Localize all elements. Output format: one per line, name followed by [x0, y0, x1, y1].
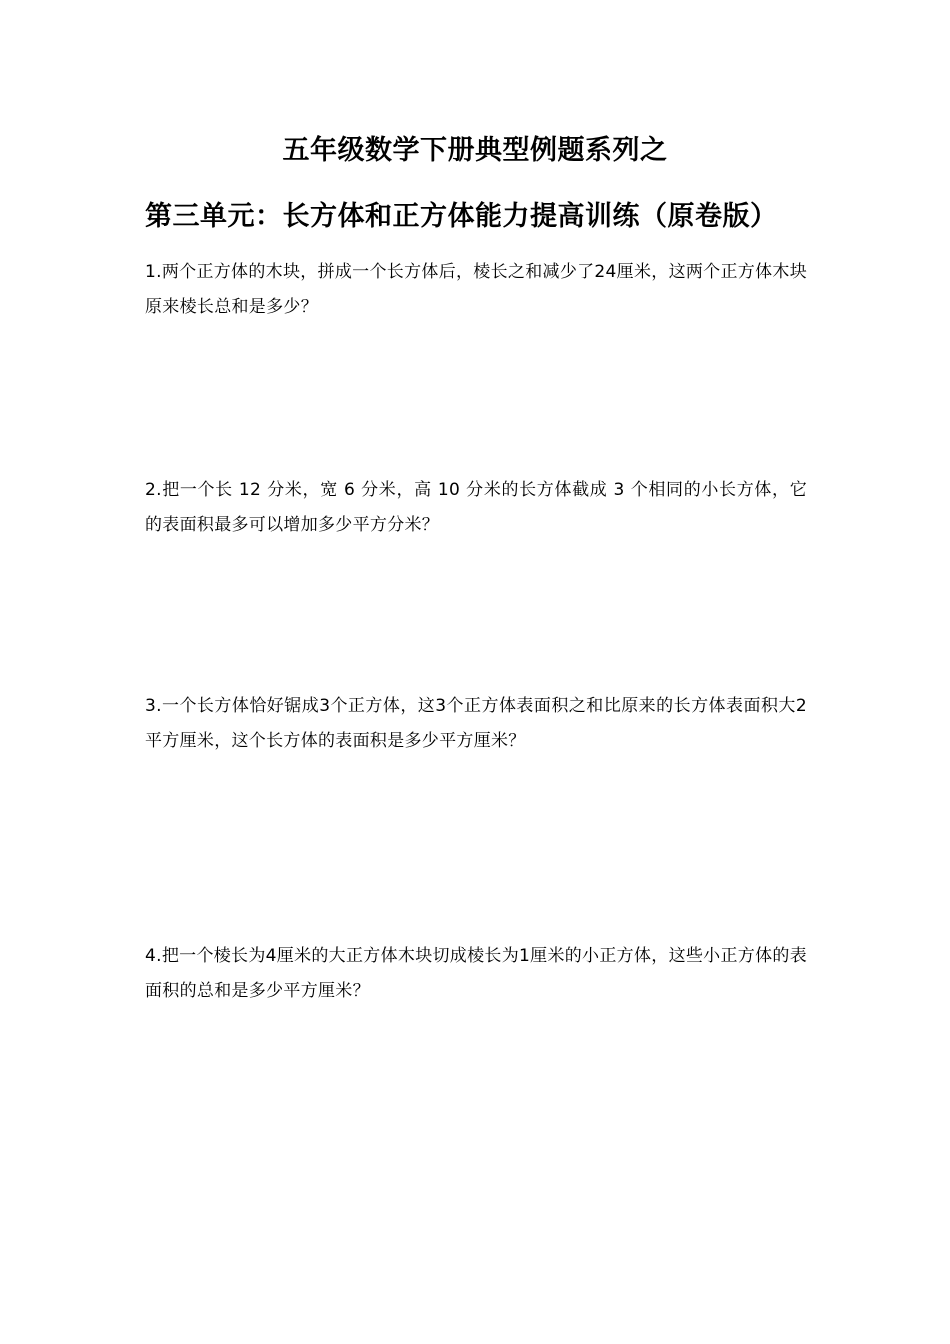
- document-title: 五年级数学下册典型例题系列之: [282, 135, 668, 166]
- question-text: 两个正方体的木块，拼成一个长方体后，棱长之和减少了24厘米，这两个正方体木块原来棱长总和是多少？: [145, 262, 807, 317]
- question-number: 1.: [145, 262, 162, 282]
- question-number: 3.: [145, 696, 162, 716]
- question-text: 把一个棱长为4厘米的大正方体木块切成棱长为1厘米的小正方体，这些小正方体的表面积的总和是多少平方厘米？: [145, 946, 807, 1001]
- question-text: 把一个长 12 分米，宽 6 分米，高 10 分米的长方体截成 3 个相同的小长方体，它的表面积最多可以增加多少平方分米？: [145, 480, 807, 535]
- question-3: [145, 689, 807, 759]
- question-1: [145, 255, 807, 325]
- question-text: 一个长方体恰好锯成3个正方体，这3个正方体表面积之和比原来的长方体表面积大2平方厘米，这个长方体的表面积是多少平方厘米？: [145, 696, 807, 751]
- question-number: 2.: [145, 480, 162, 500]
- question-number: 4.: [145, 946, 162, 966]
- question-4: [145, 939, 807, 1009]
- question-2: [145, 473, 807, 543]
- document-subtitle: 第三单元：长方体和正方体能力提高训练（原卷版）: [145, 201, 778, 232]
